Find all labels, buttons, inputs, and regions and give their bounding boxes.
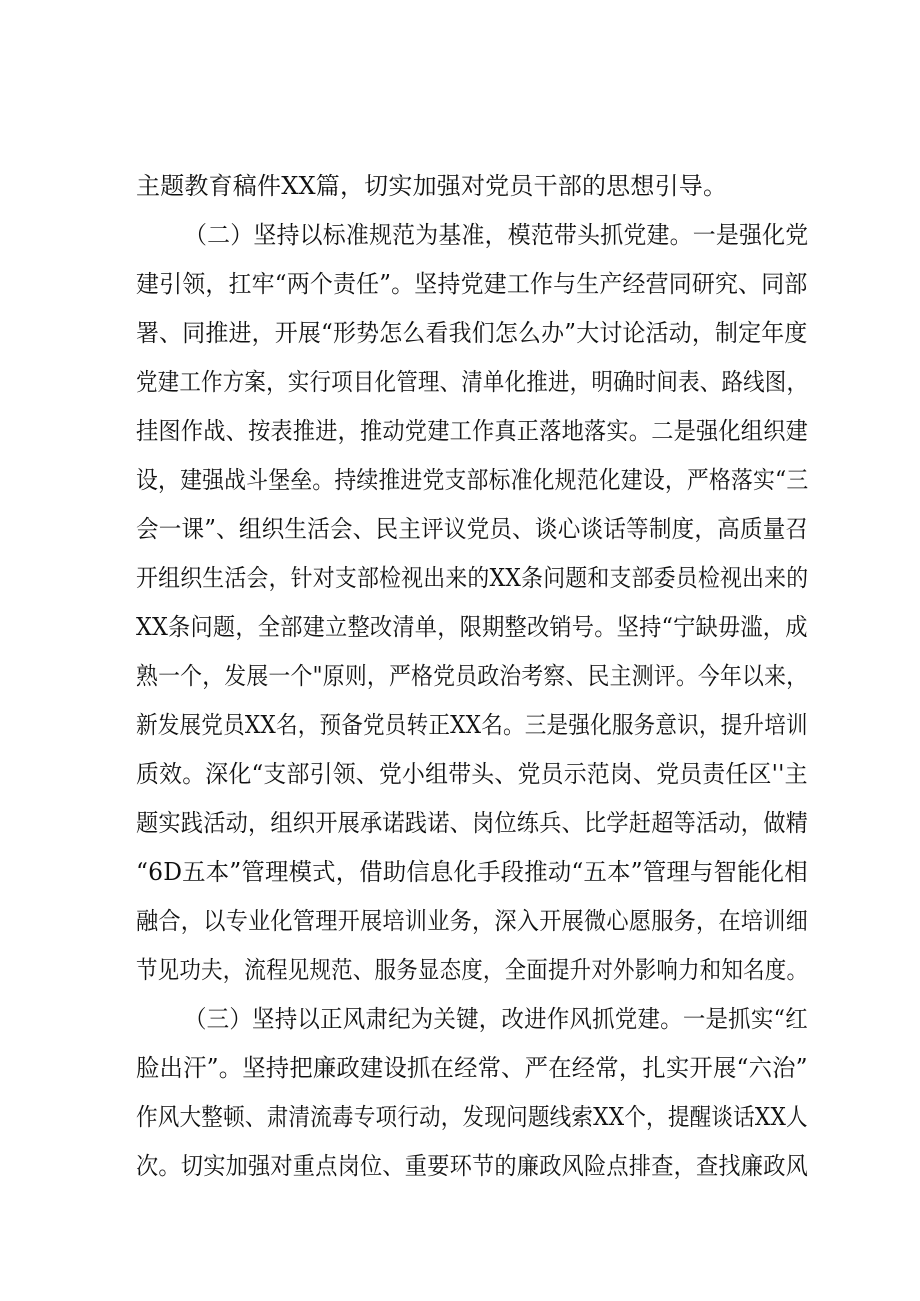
- text-line: 熟一个，发展一个"原则，严格党员政治考察、民主测评。今年以来，: [136, 662, 809, 690]
- text-line: 开组织生活会，针对支部检视出来的XX条问题和支部委员检视出来的: [136, 564, 809, 592]
- text-line: 融合，以专业化管理开展培训业务，深入开展微心愿服务，在培训细: [136, 907, 808, 935]
- text-line: 新发展党员XX名，预备党员转正XX名。三是强化服务意识，提升培训: [136, 711, 808, 739]
- section-heading-3: （三）坚持以正风肃纪为关键，改进作风抓党建。一是抓实“红: [184, 1005, 808, 1033]
- text-line: 主题教育稿件XX篇，切实加强对党员干部的思想引导。: [136, 172, 728, 200]
- text-line: 质效。深化“支部引领、党小组带头、党员示范岗、党员责任区''主: [136, 760, 808, 788]
- text-line: 作风大整顿、肃清流毒专项行动，发现问题线索XX个，提醒谈话XX人: [136, 1103, 808, 1131]
- text-line: XX条问题，全部建立整改清单，限期整改销号。坚持“宁缺毋滥，成: [136, 613, 808, 641]
- text-line: 次。切实加强对重点岗位、重要环节的廉政风险点排查，查找廉政风: [136, 1152, 808, 1180]
- text-line: 党建工作方案，实行项目化管理、清单化推进，明确时间表、路线图，: [136, 368, 809, 396]
- text-line: 脸出汗”。坚持把廉政建设抓在经常、严在经常，扎实开展“六治”: [136, 1054, 808, 1082]
- text-line: 节见功夫，流程见规范、服务显态度，全面提升对外影响力和知名度。: [136, 956, 809, 984]
- text-line: 署、同推进，开展“形势怎么看我们怎么办”大讨论活动，制定年度: [136, 319, 808, 347]
- section-heading-2: （二）坚持以标准规范为基准，模范带头抓党建。一是强化党: [184, 221, 809, 249]
- text-line: 建引领，扛牢“两个责任”。坚持党建工作与生产经营同研究、同部: [136, 270, 808, 298]
- text-line: 会一课”、组织生活会、民主评议党员、谈心谈话等制度，高质量召: [136, 515, 809, 543]
- text-line: 设，建强战斗堡垒。持续推进党支部标准化规范化建设，严格落实“三: [136, 466, 809, 494]
- text-line: 题实践活动，组织开展承诺践诺、岗位练兵、比学赶超等活动，做精: [136, 809, 808, 837]
- text-line: 挂图作战、按表推进，推动党建工作真正落地落实。二是强化组织建: [136, 417, 808, 445]
- text-line: “6D五本”管理模式，借助信息化手段推动“五本”管理与智能化相: [136, 858, 808, 886]
